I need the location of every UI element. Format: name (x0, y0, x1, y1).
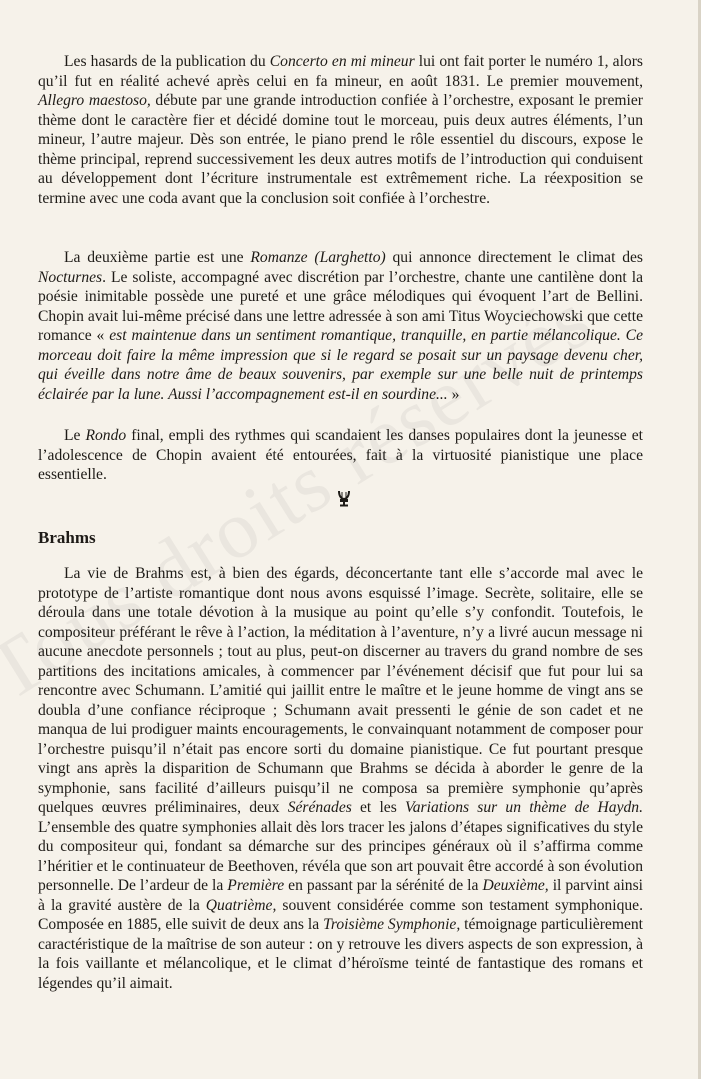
text-segment: . Le soliste, accompagné avec discrétion par l’orchestre, chante une cantilène dont la poésie inimitable possède une pureté et une grâce mélodiques qui évoquent l’art de Bellini. Chopin avait lui-même précisé dans une lettre adressée à son ami Titus Woyciechowski que cette romance « (38, 268, 643, 344)
text-segment: et les (351, 799, 405, 816)
text-segment: Les hasards de la publication du (64, 53, 270, 70)
text-segment: » (447, 385, 460, 403)
italic-text-segment: Romanze (Larghetto) (250, 249, 386, 266)
italic-text-segment: Variations sur un thème de Haydn. (404, 799, 643, 816)
text-segment: lui ont fait porter le numéro 1, alors qu’il fut en réalité achevé après celui en fa mineur, en août 1831. Le premier mouvement, (38, 53, 643, 90)
italic-text-segment: Nocturnes (38, 268, 103, 286)
italic-text-segment: Rondo (85, 427, 127, 444)
lyre-ornament-icon (337, 489, 351, 507)
italic-text-segment: Quatrième, (205, 896, 277, 914)
text-segment: La deuxième partie est une (64, 249, 251, 266)
italic-text-segment: Sérénades (287, 799, 352, 816)
text-segment: Le (64, 427, 86, 444)
italic-text-segment: Deuxième, (482, 877, 549, 894)
italic-text-segment: Allegro maestoso, (38, 92, 151, 109)
italic-text-segment: Première (227, 877, 285, 894)
brahms-paragraph (38, 564, 643, 993)
chopin-paragraph-3 (38, 426, 643, 485)
italic-text-segment: Concerto en mi mineur (269, 53, 415, 70)
text-segment: en passant par la sérénité de la (284, 877, 483, 894)
text-segment: témoignage particulièrement caractéristique de la maîtrise de son auteur : on y retrouve les divers aspects de son expression, à la fois vaillante et mélancolique, et le climat d’héroïsme teinté de fantastique des romans et légendes qu’il aimait. (38, 916, 643, 992)
chopin-paragraph-1 (38, 52, 643, 208)
text-segment: La vie de Brahms est, à bien des égards, déconcertante tant elle s’accorde mal avec le prototype de l’artiste romantique dont nous avons esquissé l’image. Secrète, solitaire, elle se déroula dans une totale dévotion à la musique au point qu’elle s’y confondit. Toutefois, le compositeur préférant le rêve à l’action, la méditation à l’aventure, n’y a livré aucun message ni aucune anecdote personnels ; tout au plus, peut-on discerner au travers du grand nombre de ses partitions des incitations amicales, à commencer par l’événement décisif que fut pour lui sa rencontre avec Schumann. L’amitié qui jaillit entre le maître et le jeune homme de vingt ans se doubla d’une confiance réciproque ; Schumann avait pressenti le génie de son cadet et ne manqua de lui prodiguer maints encouragements, le convainquant notamment de composer pour l’orchestre puisqu’il n’était pas encore sorti du domaine pianistique. Ce fut pourtant presque vingt ans après la disparition de Schumann que Brahms se décida à aborder le genre de la symphonie, sans facilité d’ailleurs puisqu’il ne composa sa première symphonie qu’après quelques œuvres préliminaires, deux (38, 565, 643, 816)
italic-text-segment: Troisième Symphonie, (323, 916, 461, 933)
italic-text-segment: est maintenue dans un sentiment romantique, tranquille, en partie mélancolique. Ce morceau doit faire la même impression que si le regard se posait sur un paysage devenu cher, qui éveille dans notre âme de beaux souvenirs, par exemple sur une belle nuit de printemps éclairée par la lune. Aussi l’accompagnement est-il en sourdine... (38, 327, 643, 403)
text-segment: débute par une grande introduction confiée à l’orchestre, exposant le premier thème dont le caractère fier et décidé domine tout le morceau, puis deux autres éléments, l’un mineur, l’autre majeur. Dès son entrée, le piano prend le rôle essentiel du discours, expose le thème principal, reprend successivement les deux autres motifs de l’introduction qui conduisent au développement dont l’écriture instrumentale est extrêmement riche. La réexposition se termine avec une coda avant que la conclusion soit confiée à l’orchestre. (38, 92, 643, 207)
text-segment: il parvint ainsi à la gravité austère de la (38, 877, 643, 914)
text-segment: souvent considérée comme son testament symphonique. Composée en 1885, elle suivit de deux ans la (38, 896, 643, 933)
text-segment: qui annonce directement le climat des (385, 249, 643, 266)
chopin-paragraph-2 (38, 248, 643, 404)
text-segment: L’ensemble des quatre symphonies allait dès lors tracer les jalons d’étapes significatives du style du compositeur qui, fondant sa démarche sur des principes généraux où il s’affirma comme l’héritier et le continuateur de Beethoven, révéla que son art pouvait être accordé à son évolution personnelle. De l’ardeur de la (38, 818, 643, 894)
text-segment: final, empli des rythmes qui scandaient les danses populaires dont la jeunesse et l’adolescence de Chopin avaient été entourées, fait à la virtuosité pianistique une place essentielle. (38, 427, 643, 483)
section-heading: Brahms (38, 528, 96, 547)
